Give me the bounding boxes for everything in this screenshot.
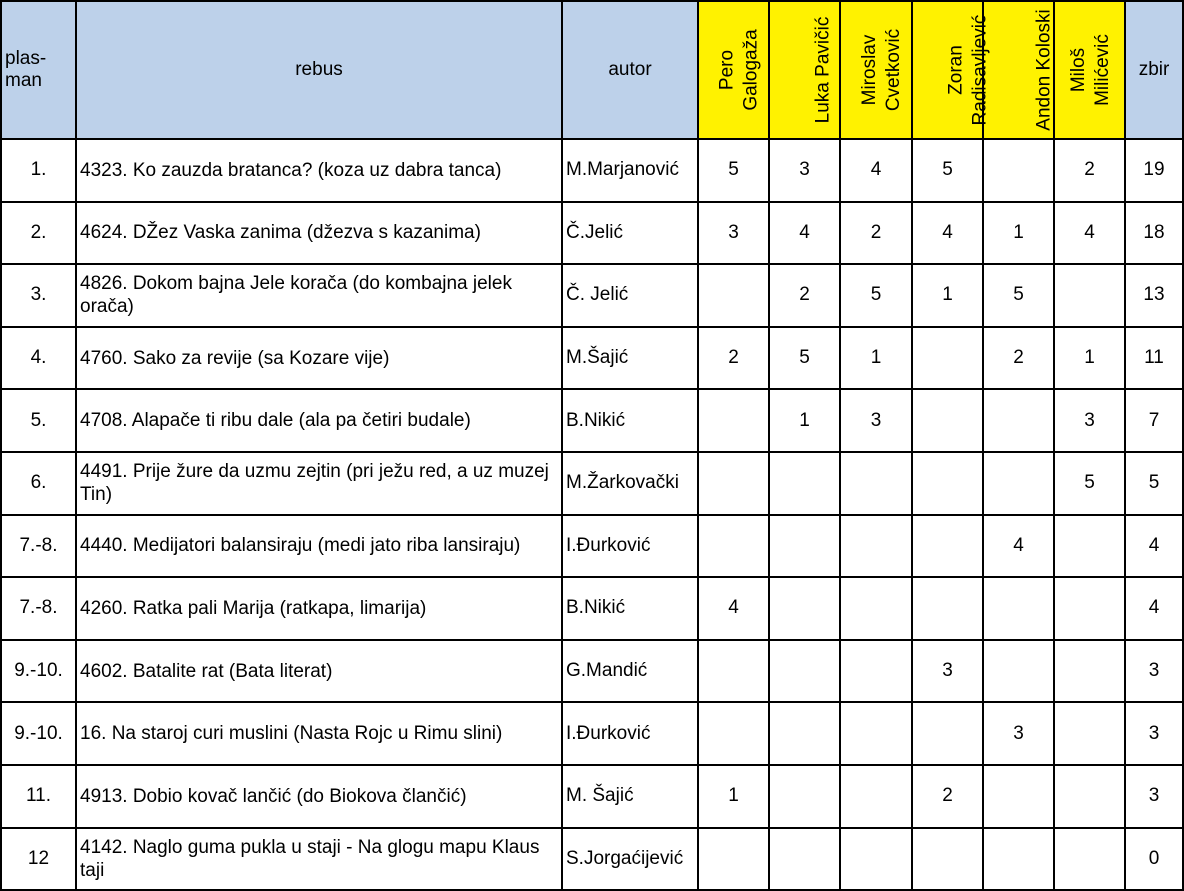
cell-plasman: 1. — [1, 139, 76, 202]
cell-plasman: 5. — [1, 389, 76, 452]
cell-plasman: 6. — [1, 452, 76, 515]
cell-score-judge-4: 1 — [912, 264, 983, 327]
cell-autor: M. Šajić — [562, 765, 698, 828]
cell-plasman: 7.-8. — [1, 515, 76, 578]
cell-rebus: 4708. Alapače ti ribu dale (ala pa četiri budale) — [76, 389, 562, 452]
cell-score-judge-1 — [698, 452, 769, 515]
cell-score-judge-3 — [840, 452, 912, 515]
cell-score-judge-2: 2 — [769, 264, 840, 327]
cell-plasman: 3. — [1, 264, 76, 327]
cell-score-judge-6: 2 — [1054, 139, 1125, 202]
cell-rebus: 4260. Ratka pali Marija (ratkapa, limarija) — [76, 577, 562, 640]
header-rebus: rebus — [76, 1, 562, 139]
header-autor: autor — [562, 1, 698, 139]
cell-zbir: 5 — [1125, 452, 1183, 515]
cell-score-judge-4 — [912, 389, 983, 452]
cell-zbir: 13 — [1125, 264, 1183, 327]
judge-name: Miroslav Cvetković — [859, 28, 905, 112]
cell-score-judge-1 — [698, 515, 769, 578]
header-judge-2 — [769, 1, 840, 139]
table-row — [1, 327, 1183, 390]
cell-score-judge-6: 3 — [1054, 389, 1125, 452]
cell-score-judge-6 — [1054, 640, 1125, 703]
cell-score-judge-2: 5 — [769, 327, 840, 390]
cell-score-judge-3 — [840, 828, 912, 891]
cell-rebus: 4913. Dobio kovač lančić (do Biokova člančić) — [76, 765, 562, 828]
cell-score-judge-3: 3 — [840, 389, 912, 452]
cell-autor: M.Žarkovački — [562, 452, 698, 515]
cell-score-judge-5: 1 — [983, 202, 1054, 265]
cell-rebus: 4491. Prije žure da uzmu zejtin (pri ježu red, a uz muzej Tin) — [76, 452, 562, 515]
header-plasman: plas- man — [1, 1, 76, 139]
cell-zbir: 3 — [1125, 640, 1183, 703]
cell-rebus: 4826. Dokom bajna Jele korača (do kombajna jelek orača) — [76, 264, 562, 327]
cell-score-judge-2 — [769, 452, 840, 515]
cell-score-judge-3: 1 — [840, 327, 912, 390]
cell-score-judge-5: 3 — [983, 702, 1054, 765]
cell-score-judge-6 — [1054, 702, 1125, 765]
table-row — [1, 702, 1183, 765]
cell-plasman: 12 — [1, 828, 76, 891]
cell-zbir: 3 — [1125, 765, 1183, 828]
cell-score-judge-1: 1 — [698, 765, 769, 828]
cell-score-judge-1: 4 — [698, 577, 769, 640]
header-row — [1, 1, 1183, 139]
cell-score-judge-6: 4 — [1054, 202, 1125, 265]
cell-score-judge-2 — [769, 765, 840, 828]
cell-score-judge-4 — [912, 515, 983, 578]
cell-score-judge-1 — [698, 640, 769, 703]
cell-plasman: 2. — [1, 202, 76, 265]
judge-name: Andon Koloski — [1033, 9, 1055, 131]
cell-score-judge-5: 5 — [983, 264, 1054, 327]
cell-autor: M.Šajić — [562, 327, 698, 390]
cell-autor: I.Đurković — [562, 515, 698, 578]
cell-rebus: 4142. Naglo guma pukla u staji - Na glogu mapu Klaus taji — [76, 828, 562, 891]
cell-score-judge-1: 2 — [698, 327, 769, 390]
header-zbir: zbir — [1125, 1, 1183, 139]
cell-score-judge-4 — [912, 327, 983, 390]
cell-score-judge-5 — [983, 765, 1054, 828]
cell-score-judge-5: 2 — [983, 327, 1054, 390]
cell-score-judge-4 — [912, 452, 983, 515]
cell-score-judge-4: 5 — [912, 139, 983, 202]
cell-score-judge-3 — [840, 577, 912, 640]
cell-score-judge-3: 5 — [840, 264, 912, 327]
cell-zbir: 11 — [1125, 327, 1183, 390]
header-judge-4 — [912, 1, 991, 139]
judge-name: Zoran Radisavljević — [945, 14, 991, 126]
cell-score-judge-4: 2 — [912, 765, 983, 828]
cell-score-judge-1 — [698, 828, 769, 891]
cell-score-judge-3: 4 — [840, 139, 912, 202]
cell-score-judge-3 — [840, 702, 912, 765]
cell-score-judge-2 — [769, 577, 840, 640]
cell-score-judge-3 — [840, 515, 912, 578]
cell-score-judge-6 — [1054, 264, 1125, 327]
cell-score-judge-6 — [1054, 828, 1125, 891]
judge-name: Pero Galogaža — [716, 29, 762, 111]
table-row — [1, 264, 1183, 327]
cell-score-judge-4 — [912, 702, 983, 765]
cell-score-judge-6 — [1054, 577, 1125, 640]
cell-autor: G.Mandić — [562, 640, 698, 703]
cell-rebus: 4440. Medijatori balansiraju (medi jato riba lansiraju) — [76, 515, 562, 578]
cell-score-judge-6 — [1054, 515, 1125, 578]
cell-autor: S.Jorgaćijević — [562, 828, 698, 891]
cell-score-judge-4: 3 — [912, 640, 983, 703]
header-judge-3 — [840, 1, 912, 139]
header-judge-1 — [698, 1, 769, 139]
cell-autor: M.Marjanović — [562, 139, 698, 202]
cell-score-judge-6: 1 — [1054, 327, 1125, 390]
table-row — [1, 389, 1183, 452]
table-row — [1, 202, 1183, 265]
cell-plasman: 9.-10. — [1, 702, 76, 765]
cell-score-judge-3: 2 — [840, 202, 912, 265]
cell-zbir: 7 — [1125, 389, 1183, 452]
cell-score-judge-1 — [698, 702, 769, 765]
cell-score-judge-5 — [983, 389, 1054, 452]
cell-autor: Č. Jelić — [562, 264, 698, 327]
table-row — [1, 640, 1183, 703]
table-row — [1, 515, 1183, 578]
table-row — [1, 139, 1183, 202]
cell-rebus: 4760. Sako za revije (sa Kozare vije) — [76, 327, 562, 390]
cell-score-judge-3 — [840, 640, 912, 703]
cell-score-judge-1: 3 — [698, 202, 769, 265]
judge-name: Luka Pavičić — [812, 16, 834, 124]
cell-zbir: 4 — [1125, 577, 1183, 640]
cell-score-judge-1: 5 — [698, 139, 769, 202]
cell-score-judge-2 — [769, 515, 840, 578]
cell-plasman: 11. — [1, 765, 76, 828]
cell-rebus: 4624. DŽez Vaska zanima (džezva s kazanima) — [76, 202, 562, 265]
judge-name: Miloš Milićević — [1067, 34, 1113, 106]
cell-score-judge-4 — [912, 577, 983, 640]
cell-rebus: 16. Na staroj curi muslini (Nasta Rojc u Rimu slini) — [76, 702, 562, 765]
cell-autor: B.Nikić — [562, 577, 698, 640]
cell-score-judge-2 — [769, 702, 840, 765]
cell-score-judge-2: 3 — [769, 139, 840, 202]
header-judge-6 — [1054, 1, 1125, 139]
cell-zbir: 0 — [1125, 828, 1183, 891]
cell-score-judge-6: 5 — [1054, 452, 1125, 515]
cell-autor: Č.Jelić — [562, 202, 698, 265]
cell-score-judge-2: 4 — [769, 202, 840, 265]
cell-score-judge-2: 1 — [769, 389, 840, 452]
cell-score-judge-6 — [1054, 765, 1125, 828]
cell-score-judge-4: 4 — [912, 202, 983, 265]
cell-zbir: 19 — [1125, 139, 1183, 202]
cell-score-judge-5 — [983, 139, 1054, 202]
table-row — [1, 828, 1183, 891]
cell-score-judge-2 — [769, 640, 840, 703]
cell-autor: B.Nikić — [562, 389, 698, 452]
cell-zbir: 3 — [1125, 702, 1183, 765]
table-row — [1, 452, 1183, 515]
cell-plasman: 4. — [1, 327, 76, 390]
cell-score-judge-5: 4 — [983, 515, 1054, 578]
cell-zbir: 4 — [1125, 515, 1183, 578]
table-row — [1, 577, 1183, 640]
cell-score-judge-5 — [983, 828, 1054, 891]
cell-score-judge-3 — [840, 765, 912, 828]
cell-autor: I.Đurković — [562, 702, 698, 765]
cell-rebus: 4323. Ko zauzda bratanca? (koza uz dabra tanca) — [76, 139, 562, 202]
cell-score-judge-1 — [698, 389, 769, 452]
cell-zbir: 18 — [1125, 202, 1183, 265]
cell-score-judge-5 — [983, 640, 1054, 703]
cell-score-judge-5 — [983, 452, 1054, 515]
cell-score-judge-5 — [983, 577, 1054, 640]
header-judge-5 — [983, 1, 1054, 139]
cell-rebus: 4602. Batalite rat (Bata literat) — [76, 640, 562, 703]
cell-plasman: 7.-8. — [1, 577, 76, 640]
cell-score-judge-4 — [912, 828, 983, 891]
table-row — [1, 765, 1183, 828]
cell-score-judge-2 — [769, 828, 840, 891]
cell-score-judge-1 — [698, 264, 769, 327]
cell-plasman: 9.-10. — [1, 640, 76, 703]
